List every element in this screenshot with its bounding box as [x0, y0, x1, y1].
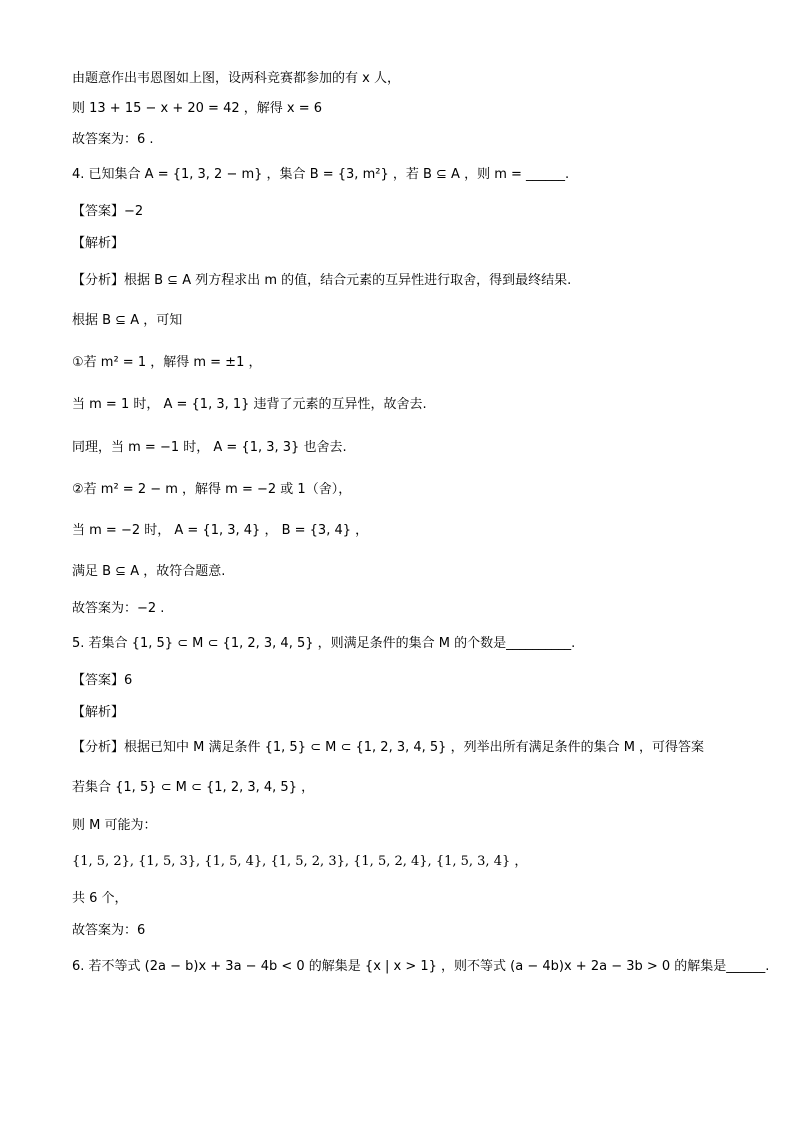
- text-line: 若集合 {1, 5} ⊂ M ⊂ {1, 2, 3, 4, 5} ，: [72, 780, 315, 795]
- answer-label: 【答案】−2: [72, 204, 144, 219]
- text-line: 当 m = 1 时， A = {1, 3, 1} 违背了元素的互异性，故舍去.: [72, 397, 427, 412]
- text-line: 当 m = −2 时， A = {1, 3, 4} ， B = {3, 4} ，: [72, 523, 369, 538]
- text-line: 由题意作出韦恩图如上图，设两科竞赛都参加的有 x 人，: [72, 71, 400, 86]
- analysis-label: 【解析】: [72, 236, 125, 251]
- text-line: 则 13 + 15 − x + 20 = 42 ，解得 x = 6: [72, 101, 323, 116]
- question-5: 5. 若集合 {1, 5} ⊂ M ⊂ {1, 2, 3, 4, 5} ，则满足条件的集合 M 的个数是__________.: [72, 636, 576, 651]
- analysis-text: 【分析】根据 B ⊆ A 列方程求出 m 的值，结合元素的互异性进行取舍，得到最终结果.: [72, 273, 572, 288]
- text-line: ①若 m² = 1 ，解得 m = ±1 ，: [72, 355, 262, 370]
- text-line: 共 6 个，: [72, 891, 128, 906]
- text-line: 故答案为：6: [72, 923, 146, 938]
- text-line: 满足 B ⊆ A ，故符合题意.: [72, 564, 226, 579]
- text-line: 则 M 可能为：: [72, 818, 157, 833]
- question-6: 6. 若不等式 (2a − b)x + 3a − 4b < 0 的解集是 {x | x > 1} ，则不等式 (a − 4b)x + 2a − 3b > 0 的解集是______.: [72, 959, 770, 974]
- set-list: {1, 5, 2}, {1, 5, 3}, {1, 5, 4}, {1, 5, 2, 3}, {1, 5, 2, 4}, {1, 5, 3, 4} ，: [72, 854, 528, 869]
- question-4: 4. 已知集合 A = {1, 3, 2 − m} ，集合 B = {3, m²} ，若 B ⊆ A ，则 m = ______.: [72, 167, 570, 182]
- text-line: 同理，当 m = −1 时， A = {1, 3, 3} 也舍去.: [72, 440, 347, 455]
- analysis-text: 【分析】根据已知中 M 满足条件 {1, 5} ⊂ M ⊂ {1, 2, 3, 4, 5} ，列举出所有满足条件的集合 M ，可得答案: [72, 740, 705, 755]
- answer-label: 【答案】6: [72, 673, 133, 688]
- text-line: 根据 B ⊆ A ，可知: [72, 313, 183, 328]
- text-line: ②若 m² = 2 − m ，解得 m = −2 或 1（舍），: [72, 482, 352, 497]
- text-line: 故答案为：−2 .: [72, 601, 165, 616]
- analysis-label: 【解析】: [72, 705, 125, 720]
- text-line: 故答案为：6 .: [72, 132, 154, 147]
